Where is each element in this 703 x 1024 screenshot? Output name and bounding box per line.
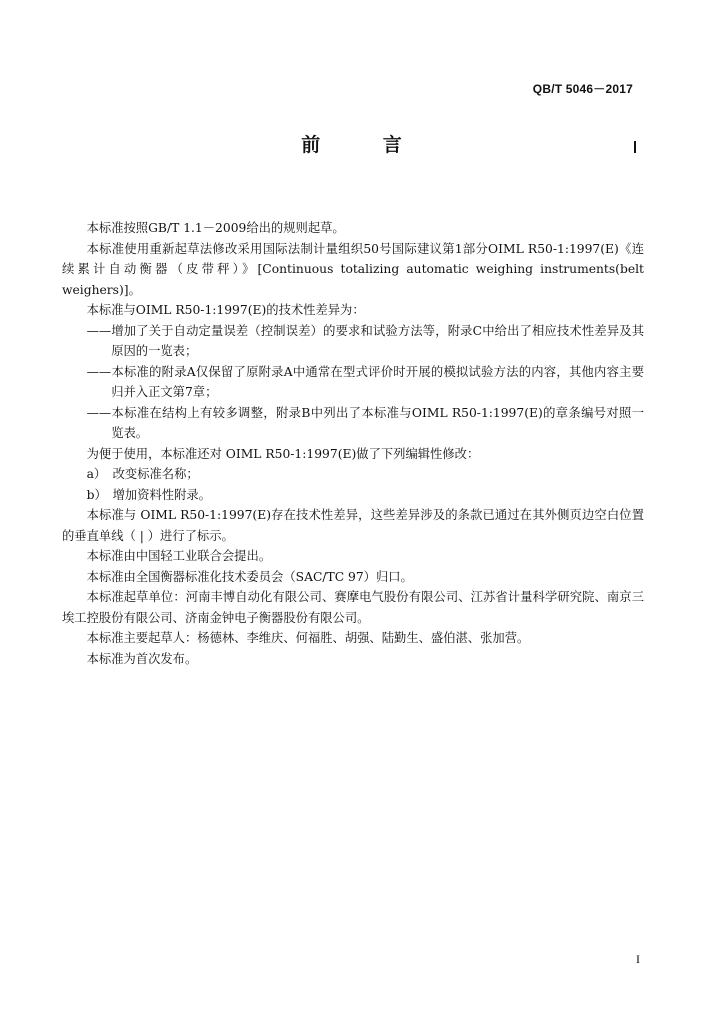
list-marker-b: b） — [86, 487, 107, 502]
paragraph-editorial-intro: 为便于使用，本标准还对 OIML R50-1:1997(E)做了下列编辑性修改： — [86, 446, 480, 461]
paragraph-adoption: 本标准使用重新起草法修改采用国际法制计量组织50号国际建议第1部分OIML R50-1:1997(E)《连续累计自动衡器（皮带秤）》[Continuous totalizing automatic weighing instruments(belt weighers)]。 — [62, 241, 644, 297]
standard-code: QB/T 5046－2017 — [532, 82, 633, 96]
paragraph-first-release: 本标准为首次发布。 — [86, 651, 198, 666]
difference-item-1: ——增加了关于自动定量误差（控制误差）的要求和试验方法等，附录C中给出了相应技术性差异及其原因的一览表； — [86, 323, 644, 358]
paragraph-drafters: 本标准主要起草人：杨德林、李维庆、何福胜、胡强、陆勤生、盛伯湛、张加营。 — [86, 631, 530, 645]
editorial-item-b — [62, 485, 644, 506]
paragraph-change-marking: 本标准与 OIML R50-1:1997(E)存在技术性差异，这些差异涉及的条款已通过在其外侧页边空白位置的垂直单线（ | ）进行了标示。 — [62, 508, 644, 543]
difference-item-3: ——本标准在结构上有较多调整，附录B中列出了本标准与OIML R50-1:1997(E)的章条编号对照一览表。 — [86, 405, 644, 440]
change-bar-marker — [634, 141, 636, 153]
page-title: 前 言 — [301, 134, 430, 156]
paragraph-committee: 本标准由全国衡器标准化技术委员会（SAC/TC 97）归口。 — [86, 569, 413, 584]
list-marker-a: a） — [86, 467, 107, 481]
editorial-item-a — [62, 464, 644, 485]
paragraph-differences-intro: 本标准与OIML R50-1:1997(E)的技术性差异为： — [86, 303, 365, 317]
paragraph-drafting-rules: 本标准按照GB/T 1.1－2009给出的规则起草。 — [86, 221, 345, 235]
foreword-body — [62, 218, 644, 669]
paragraph-proposer: 本标准由中国轻工业联合会提出。 — [86, 549, 272, 563]
page-number: I — [636, 952, 640, 966]
difference-item-2: ——本标准的附录A仅保留了原附录A中通常在型式评价时开展的模拟试验方法的内容，其他内容主要归并入正文第7章； — [86, 364, 644, 399]
editorial-item-a-text: 改变标准名称； — [112, 467, 199, 481]
paragraph-drafting-units: 本标准起草单位：河南丰博自动化有限公司、赛摩电气股份有限公司、江苏省计量科学研究院、南京三埃工控股份有限公司、济南金钟电子衡器股份有限公司。 — [62, 590, 644, 625]
editorial-item-b-text: 增加资料性附录。 — [112, 487, 211, 502]
